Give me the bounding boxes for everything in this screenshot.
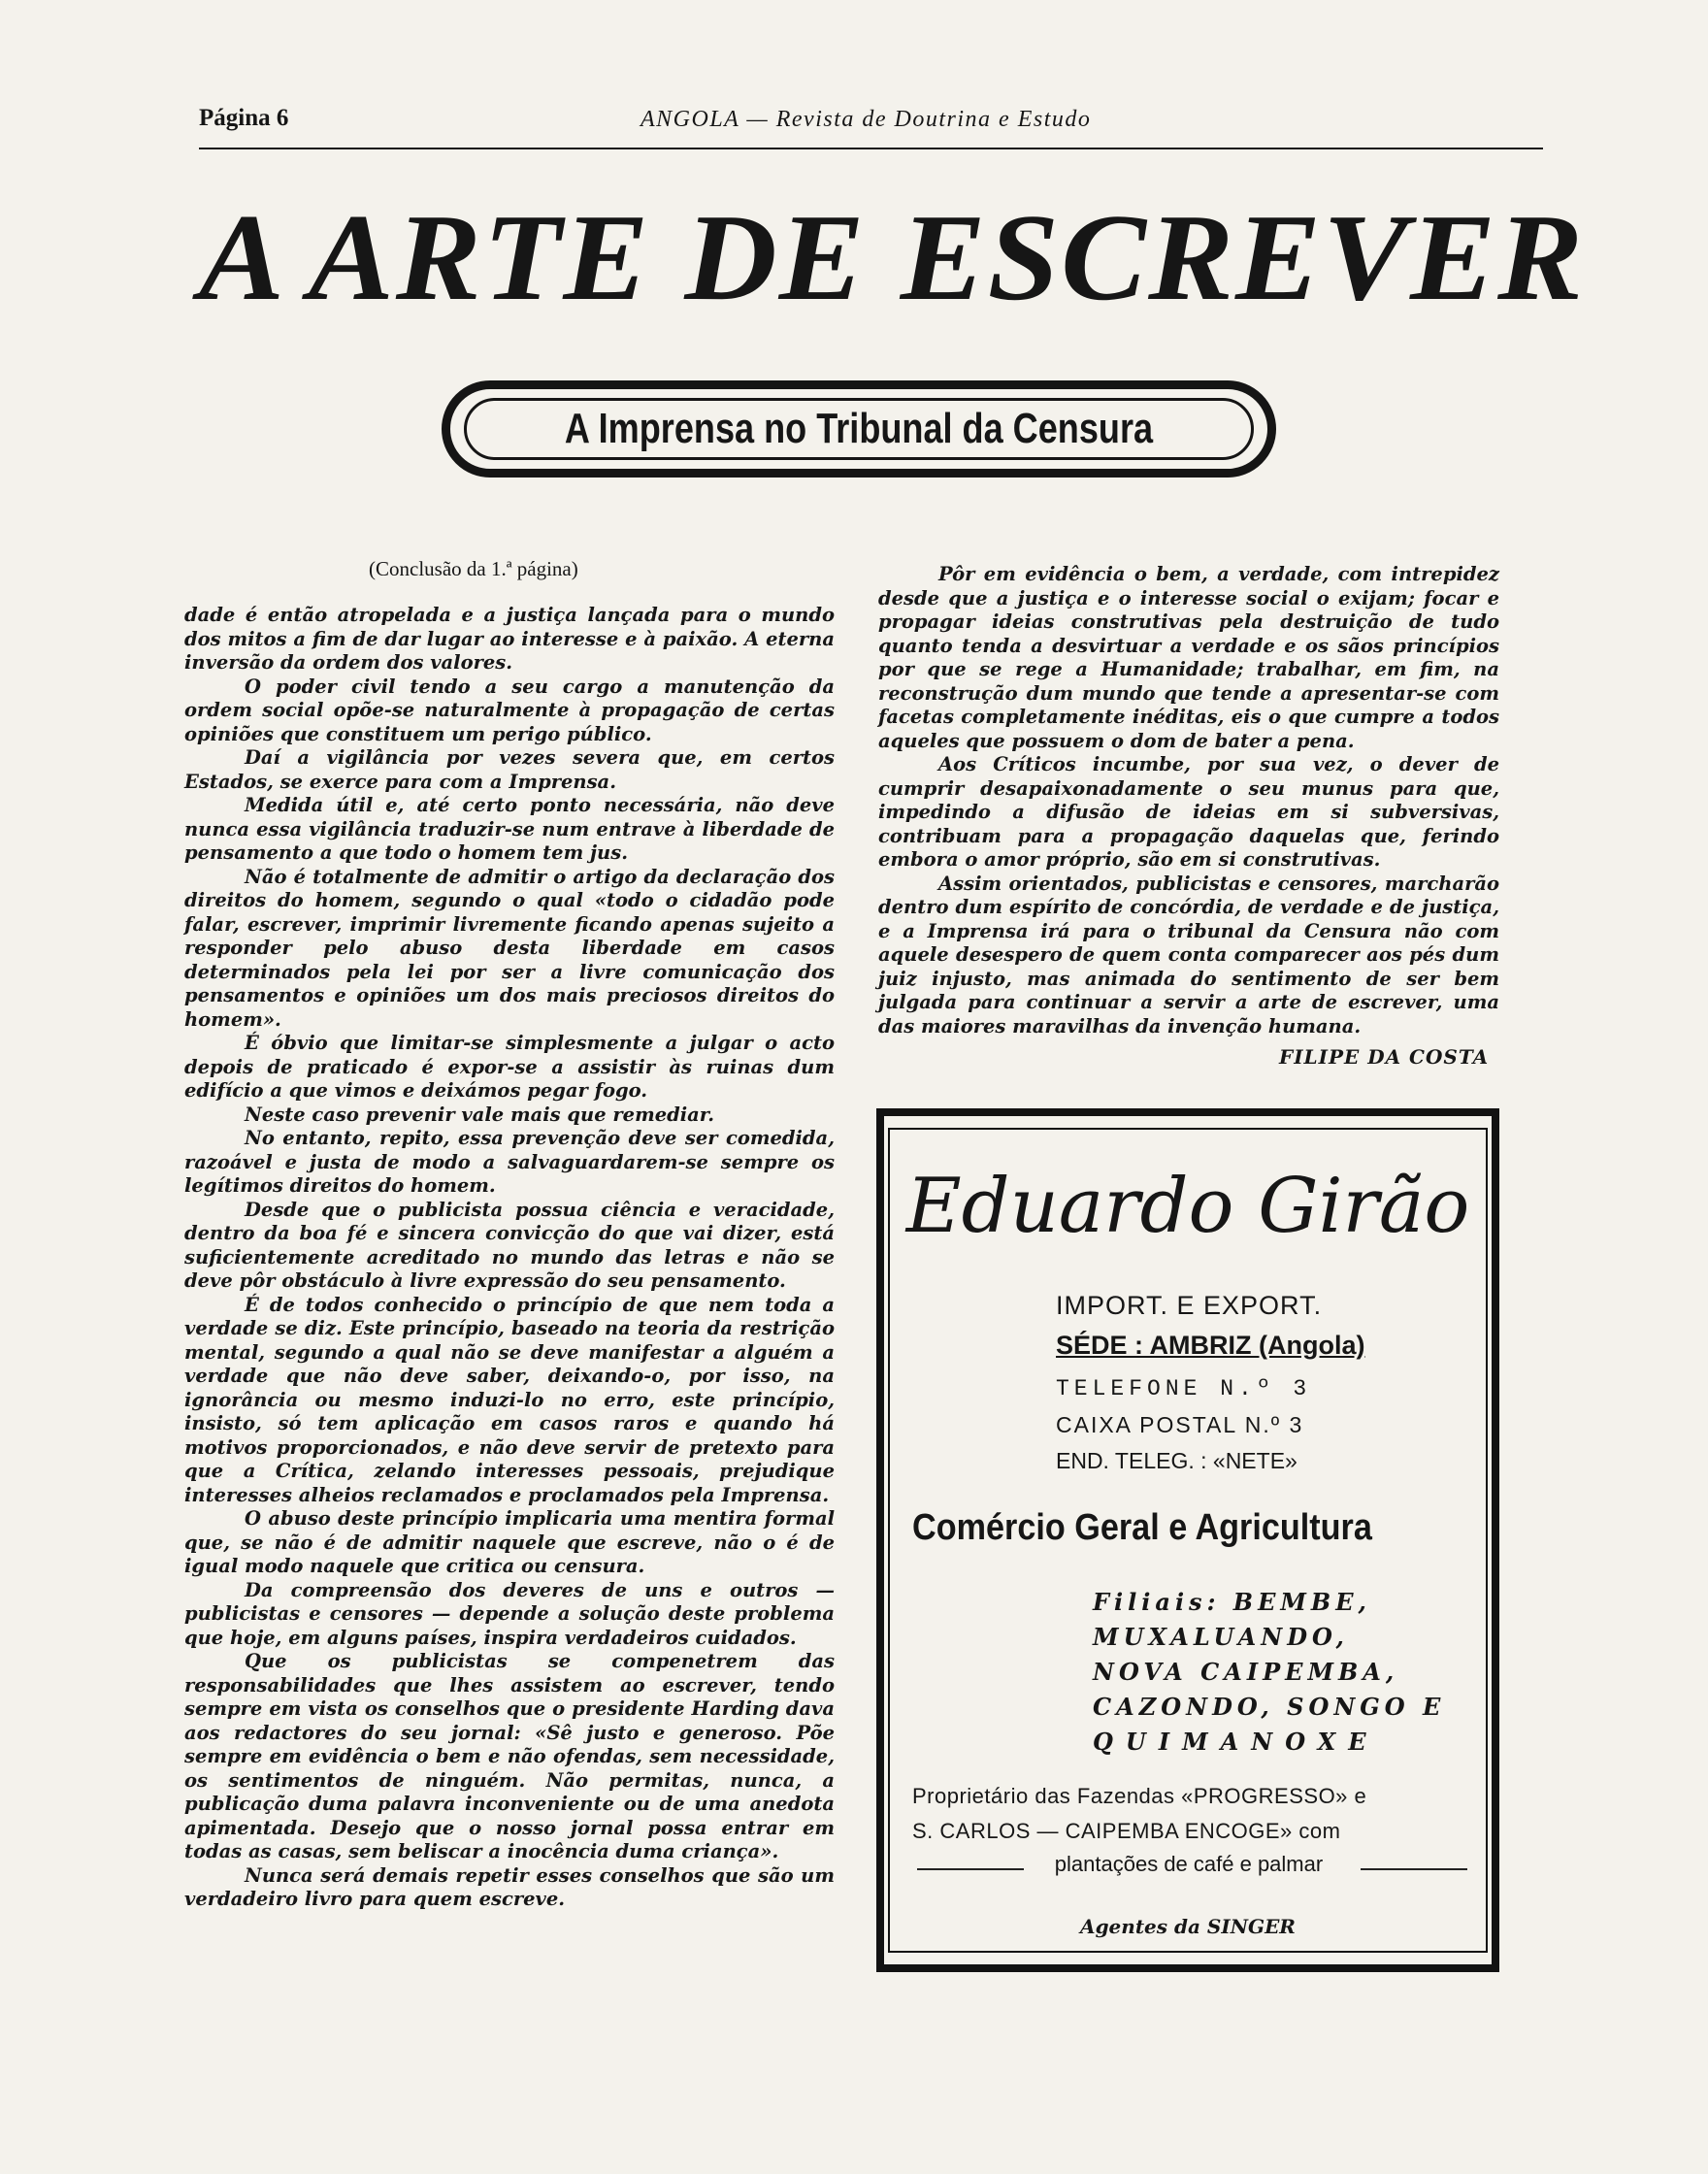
paragraph: Aos Críticos incumbe, por sua vez, o dever de cumprir desapaixonadamente o seu munus para que, impedindo a difusão de ideias em si subversivas, contribuam para a propagação daquelas que, ferindo embora o amor próprio, são em si construtivas. — [878, 753, 1499, 871]
article-subtitle: A Imprensa no Tribunal da Censura — [564, 405, 1154, 452]
ad-branch-line: Filiais: BEMBE, — [1093, 1588, 1371, 1616]
paragraph: Medida útil e, até certo ponto necessária, não deve nunca essa vigilância traduzir-se num entrave à liberdade de pensamento a que todo o homem tem jus. — [184, 794, 835, 864]
ad-import-export: IMPORT. E EXPORT. — [1056, 1291, 1323, 1320]
ad-business-line: Comércio Geral e Agricultura — [912, 1507, 1372, 1548]
ad-po-box: CAIXA POSTAL N.º 3 — [1056, 1412, 1304, 1437]
ad-rule-right — [1361, 1868, 1467, 1870]
continuation-note: (Conclusão da 1.ª página) — [369, 557, 578, 580]
paragraph: No entanto, repito, essa prevenção deve ser comedida, razoável e justa de modo a salvaguardarem-se sempre os legítimos direitos do homem. — [184, 1127, 835, 1197]
paragraph: O abuso deste princípio implicaria uma mentira formal que, se não é de admitir naquele que escreve, não o é de igual modo naquele que critica ou censura. — [184, 1507, 835, 1577]
left-column — [184, 604, 835, 1912]
paragraph: Da compreensão dos deveres de uns e outros — publicistas e censores — depende a solução deste problema que hoje, em alguns países, inspira verdadeiros cuidados. — [184, 1578, 835, 1649]
ad-headquarters: SÉDE : AMBRIZ (Angola) — [1056, 1331, 1365, 1360]
paragraph: dade é então atropelada e a justiça lançada para o mundo dos mitos a fim de dar lugar ao interesse e à paixão. A eterna inversão da ordem dos valores. — [184, 604, 835, 674]
paragraph: Não é totalmente de admitir o artigo da declaração dos direitos do homem, segundo o qual «todo o cidadão pode falar, escrever, imprimir livremente ficando apenas sujeito a responder pelo abuso desta liberdade em casos determinados pela lei por ser a livre comunicação dos pensamentos e opiniões um dos mais preciosos direitos do homem». — [184, 865, 835, 1031]
paragraph: Neste caso prevenir vale mais que remediar. — [245, 1103, 715, 1126]
ad-telegraph-address: END. TELEG. : «NETE» — [1056, 1448, 1297, 1473]
paragraph: O poder civil tendo a seu cargo a manutenção da ordem social opõe-se naturalmente à propagação de certas opiniões que constituem um perigo público. — [184, 675, 835, 745]
paragraph: Pôr em evidência o bem, a verdade, com intrepidez desde que a justiça e o interesse social o exijam; focar e propagar ideias construtivas pela destruição de tudo quanto tenda a desvirtuar a verdade e os sãos princípios por que se rege a Humanidade; trabalhar, em fim, na reconstrução dum mundo que tende a apresentar-se com facetas completamente inéditas, eis o que cumpre a todos aqueles que possuem o dom de bater a pena. — [878, 563, 1499, 752]
paragraph: Daí a vigilância por vezes severa que, em certos Estados, se exerce para com a Imprensa. — [184, 746, 835, 793]
ad-owner-line: Proprietário das Fazendas «PROGRESSO» e — [912, 1784, 1367, 1808]
paragraph: Desde que o publicista possua ciência e veracidade, dentro da boa fé e sincera convicção do que vai dizer, está suficientemente acreditado no mundo das letras e não se deve pôr obstáculo à livre expressão do seu pensamento. — [184, 1198, 835, 1292]
article-title: A ARTE DE ESCREVER — [199, 188, 1586, 326]
subtitle-frame — [442, 380, 1276, 478]
ad-branch-line: CAZONDO, SONGO E — [1093, 1693, 1446, 1721]
paragraph: Assim orientados, publicistas e censores, marcharão dentro dum espírito de concórdia, de verdade e de justiça, e a Imprensa irá para o tribunal da Censura não com aquele desespero de quem conta comparecer aos pés dum juiz injusto, mas animada do sentimento de ser bem julgada para continuar a servir a arte de escrever, uma das maiores maravilhas da invenção humana. — [878, 872, 1499, 1038]
paragraph: É de todos conhecido o princípio de que nem toda a verdade se diz. Este princípio, baseado na teoria da restrição mental, segundo a qual não se deve manifestar a alguém a verdade que não deve saber, deixando-o, por isso, na ignorância ou mesmo induzi-lo no erro, este princípio, insisto, só tem aplicação em casos raros e quando há motivos proporcionados, e não deve servir de pretexto para que a Crítica, zelando interesses pessoais, prejudique interesses alheios reclamados e proclamados pela Imprensa. — [184, 1293, 835, 1506]
header-rule — [199, 148, 1543, 149]
page-header — [199, 105, 1543, 144]
advertiser-name: Eduardo Girão — [905, 1163, 1470, 1250]
ad-branch-line: QUIMANOXE — [1093, 1728, 1379, 1756]
ad-telephone: TELEFONE N.º 3 — [1056, 1376, 1312, 1401]
ad-plantations: plantações de café e palmar — [1054, 1852, 1324, 1876]
page-number: Página 6 — [199, 105, 289, 131]
paragraph: Nunca será demais repetir esses conselhos que são um verdadeiro livro para quem escreve. — [184, 1863, 835, 1910]
paragraph: Que os publicistas se compenetrem das responsabilidades que lhes assistem ao escrever, tendo sempre em vista os conselhos que o presidente Harding dava aos redactores do seu jornal: «Sê justo e generoso. Põe sempre em evidência o bem e não ofendas, sem necessidade, os sentimentos de ninguém. Não permitas, nunca, a publicação duma palavra inconveniente ou de uma anedota apimentada. Desejo que o nosso jornal possa entrar em todas as casas, sem beliscar a inocência duma criança». — [184, 1650, 835, 1862]
author-byline: FILIPE DA COSTA — [1279, 1045, 1490, 1069]
ad-branch-line: MUXALUANDO, — [1093, 1623, 1349, 1651]
ad-agents: Agentes da SINGER — [1080, 1915, 1296, 1938]
ad-owner-line: S. CARLOS — CAIPEMBA ENCOGE» com — [912, 1819, 1341, 1843]
journal-title: ANGOLA — Revista de Doutrina e Estudo — [640, 107, 1092, 132]
right-column — [878, 563, 1499, 1038]
paragraph: É óbvio que limitar-se simplesmente a julgar o acto depois de praticado é expor-se a assistir às ruinas dum edifício a que vimos e deixámos pegar fogo. — [184, 1032, 835, 1102]
ad-branch-line: NOVA CAIPEMBA, — [1093, 1658, 1399, 1686]
